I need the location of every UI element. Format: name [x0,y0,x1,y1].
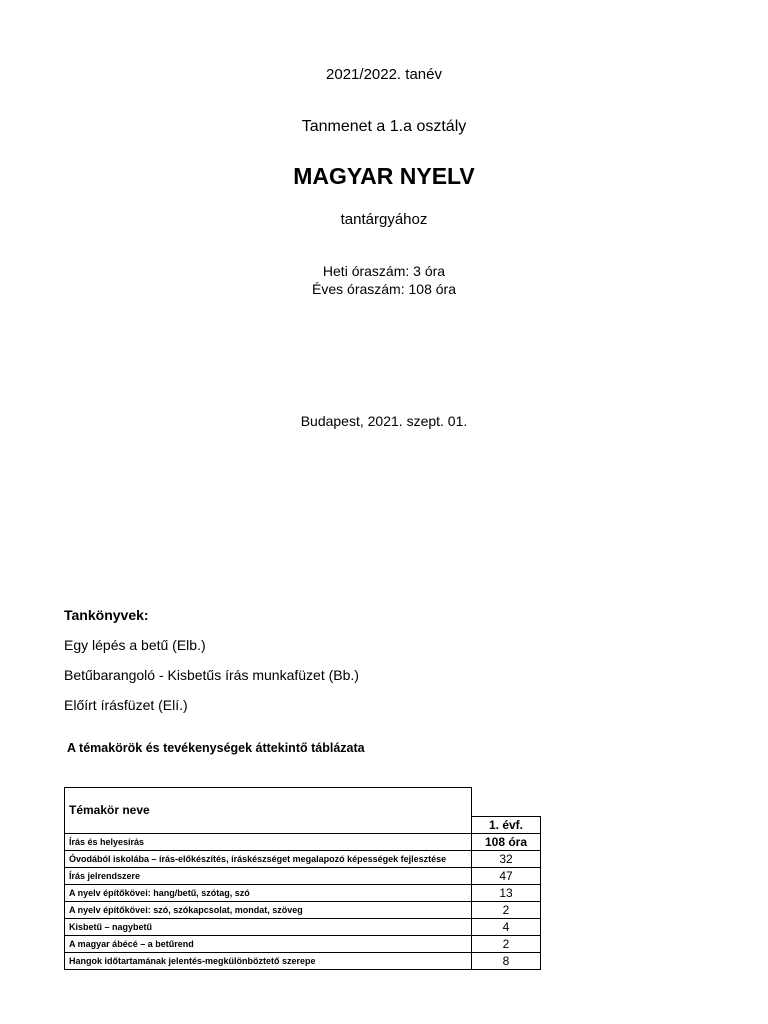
textbook-item: Betűbarangoló - Kisbetűs írás munkafüzet (Bb.) [64,667,359,683]
year-header: 1. évf. [472,816,541,833]
table-row-total [65,833,541,850]
hours-cell: 13 [472,884,541,901]
header-spacer [472,788,541,817]
hours-cell: 47 [472,867,541,884]
topic-cell: A nyelv építőkövei: hang/betű, szótag, szó [65,884,472,901]
subject-suffix: tantárgyához [340,211,428,228]
yearly-hours: Éves óraszám: 108 óra [312,281,456,297]
table-row [65,867,541,884]
plan-title: Tanmenet a 1.a osztály [301,118,467,135]
total-value: 108 óra [472,833,541,850]
table-header-row [65,788,541,817]
topic-cell: Kisbetű – nagybetű [65,918,472,935]
topic-cell: A nyelv építőkövei: szó, szókapcsolat, mondat, szöveg [65,901,472,918]
topic-cell: Óvodából iskolába – írás-előkészítés, íráskészséget megalapozó képességek fejlesztése [65,850,472,867]
topic-cell: Írás jelrendszere [65,867,472,884]
textbook-item: Előírt írásfüzet (Elí.) [64,697,188,713]
textbooks-heading: Tankönyvek: [64,607,149,623]
hours-cell: 8 [472,952,541,969]
weekly-hours: Heti óraszám: 3 óra [322,263,446,279]
topic-cell: A magyar ábécé – a betűrend [65,935,472,952]
hours-block [0,262,768,298]
hours-cell: 4 [472,918,541,935]
total-label: Írás és helyesírás [65,833,472,850]
place-date: Budapest, 2021. szept. 01. [300,413,468,429]
textbook-item: Egy lépés a betű (Elb.) [64,637,206,653]
topics-table [64,787,541,970]
hours-cell: 32 [472,850,541,867]
topic-cell: Hangok időtartamának jelentés-megkülönböztető szerepe [65,952,472,969]
table-row [65,850,541,867]
table-row [65,901,541,918]
hours-cell: 2 [472,935,541,952]
overview-title: A témakörök és tevékenységek áttekintő táblázata [67,741,365,755]
topic-header: Témakör neve [65,788,472,834]
table-row [65,918,541,935]
subject-title: MAGYAR NYELV [293,163,475,189]
table-row [65,884,541,901]
table-row [65,935,541,952]
hours-cell: 2 [472,901,541,918]
school-year: 2021/2022. tanév [326,66,442,83]
table-row [65,952,541,969]
